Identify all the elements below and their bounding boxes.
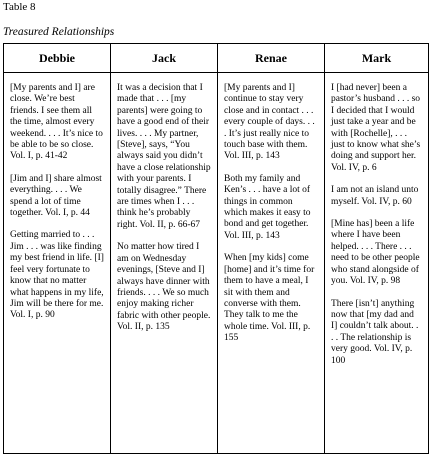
column-header-debbie: Debbie	[4, 44, 111, 73]
quote-entry: [My parents and I] are close. We’re best friends. I see them all the time, almost every weekend. . . . It’s nice to be able to be so close. Vol. I, p. 41-42	[10, 83, 103, 162]
quote-entry: [Jim and I] share almost everything. . . . We spend a lot of time together. Vol. I, p. 44	[10, 173, 102, 219]
quote-entry: Both my family and Ken’s . . . have a lot of things in common which makes it easy to bond and get together. Vol. III, p. 143	[224, 173, 311, 241]
quote-entry: It was a decision that I made that . . . [my parents] were going to have a good end of their lives. . . . My partner, [Steve], says, “You always said you didn’t have a close relationship with your parents. I totally disagree.” There are times when I . . . think he’s probably right. Vol. II, p. 66-67	[117, 83, 211, 230]
quote-entry: I am not an island unto myself. Vol. IV, p. 60	[331, 185, 419, 207]
column-header-renae: Renae	[218, 44, 325, 73]
column-header-jack: Jack	[111, 44, 218, 73]
mark-cell	[325, 73, 429, 454]
table-title: Treasured Relationships	[3, 26, 115, 38]
column-header-mark: Mark	[325, 44, 429, 73]
quote-entry: [Mine has] been a life where I have been helped. . . . There . . . need to be other people who stand alongside of you. Vol. IV, p. 98	[331, 219, 420, 287]
quote-entry: I [had never] been a pastor’s husband . . . so I decided that I would just take a year and be with [Rochelle], . . . just to know what she’s doing and support her. Vol. IV, p. 6	[331, 83, 421, 173]
quote-entry: No matter how tired I am on Wednesday evenings, [Steve and I] always have dinner with friends. . . . We so much enjoy making richer fabric with other people. Vol. II, p. 135	[117, 242, 211, 333]
header-row	[4, 44, 429, 73]
debbie-cell	[4, 73, 111, 454]
quote-entry: [My parents and I] continue to stay very close and in contact . . . every couple of days. . . . It’s just really nice to touch base with them. Vol. III, p. 143	[224, 83, 315, 162]
jack-cell	[111, 73, 218, 454]
table-number: Table 8	[3, 1, 36, 13]
quotes-row	[4, 73, 429, 454]
relationships-table	[3, 43, 429, 454]
renae-cell	[218, 73, 325, 454]
quote-entry: Getting married to . . . Jim . . . was like finding my best friend in life. [I] feel very fortunate to know that no matter what happens in my life, Jim will be there for me. Vol. I, p. 90	[10, 230, 104, 321]
quote-entry: There [isn’t] anything now that [my dad and I] couldn’t talk about. . . . The relationship is very good. Vol. IV, p. 100	[331, 298, 419, 366]
quote-entry: When [my kids] come [home] and it’s time for them to have a meal, I sit with them and converse with them. They talk to me the whole time. Vol. III, p. 155	[224, 253, 315, 344]
